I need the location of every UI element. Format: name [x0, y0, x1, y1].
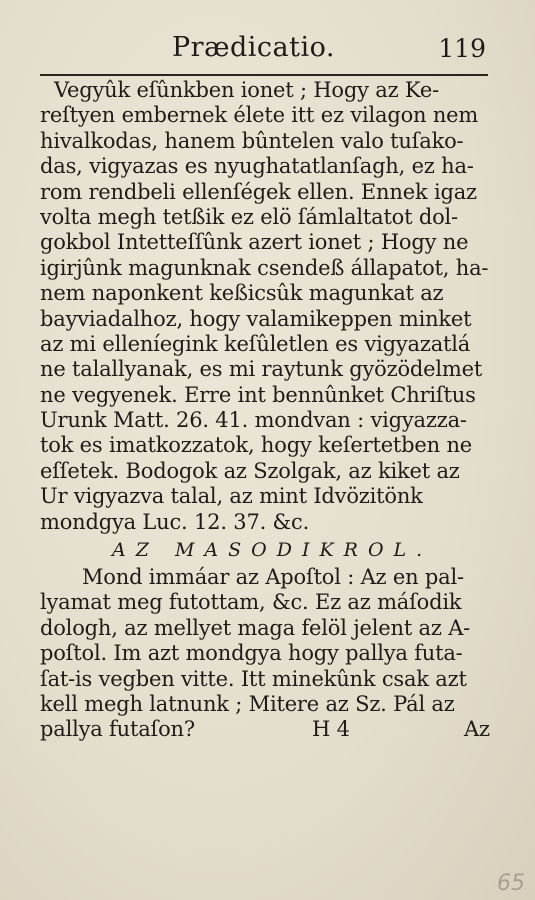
text-line: reſtyen embernek élete itt ez vilagon nem [40, 103, 479, 128]
text-line: rom rendbeli ellenſégek ellen. Ennek igaz [40, 179, 477, 204]
header-rule [40, 74, 488, 76]
page-number: 119 [438, 34, 486, 63]
text-line: bayviadalhoz, hogy valamikeppen minket [40, 306, 472, 331]
body-text [40, 78, 510, 743]
text-line: kell megh latnunk ; Mitere az Sz. Pál az [40, 691, 455, 716]
text-line: az mi elleníegink keſûletlen es vigyazatlá [40, 331, 471, 356]
text-line: eſſetek. Bodogok az Szolgak, az kiket az [40, 458, 460, 483]
text-line: ſat-is vegben vitte. Itt minekûnk csak azt [40, 666, 467, 691]
text-line: ne vegyenek. Erre int bennûnket Chriſtus [40, 382, 476, 407]
footer-line [40, 717, 510, 742]
text-line: mondgya Luc. 12. 37. &c. [40, 509, 310, 534]
text-line: nem naponkent keßicsûk magunkat az [40, 281, 444, 306]
pencil-note: 65 [497, 871, 525, 896]
text-line: Mond immáar az Apoſtol : Az en pal- [82, 565, 464, 590]
text-line: Ur vigyazva talal, az mint Idvözitönk [40, 484, 423, 509]
text-line: lyamat meg futottam, &c. Ez az máſodik [40, 590, 462, 615]
text-line: dologh, az mellyet maga felöl jelent az A- [40, 615, 471, 640]
text-line: Urunk Matt. 26. 41. mondvan : vigyazza- [40, 408, 467, 433]
text-line: Vegyûk eſûnkben ionet ; Hogy az Ke- [54, 78, 439, 102]
catchword: Az [464, 717, 490, 742]
running-head-title: Prædicatio. [172, 32, 335, 63]
running-head [40, 30, 490, 70]
text-line: ne talallyanak, es mi raytunk gyözödelmet [40, 357, 483, 382]
text-line: volta megh tetßik ez elö ſámlaltatot dol- [40, 204, 458, 229]
section-heading: AZ MASODIKROL. [112, 539, 433, 562]
text-line: das, vigyazas es nyughatatlanſagh, ez ha- [40, 154, 474, 179]
text-line: tok es imatkozzatok, hogy keſertetben ne [40, 433, 472, 458]
signature-mark: H 4 [312, 717, 350, 742]
text-line: igirjûnk magunknak csendeß állapatot, ha- [40, 255, 489, 280]
text-line: gokbol Intetteſſûnk azert ionet ; Hogy ne [40, 230, 469, 255]
text-line: poſtol. Im azt mondgya hogy pallya futa- [40, 641, 463, 666]
text-line: hivalkodas, hanem bûntelen valo tuſako- [40, 128, 464, 153]
last-text-line: pallya futaſon? [40, 717, 195, 742]
